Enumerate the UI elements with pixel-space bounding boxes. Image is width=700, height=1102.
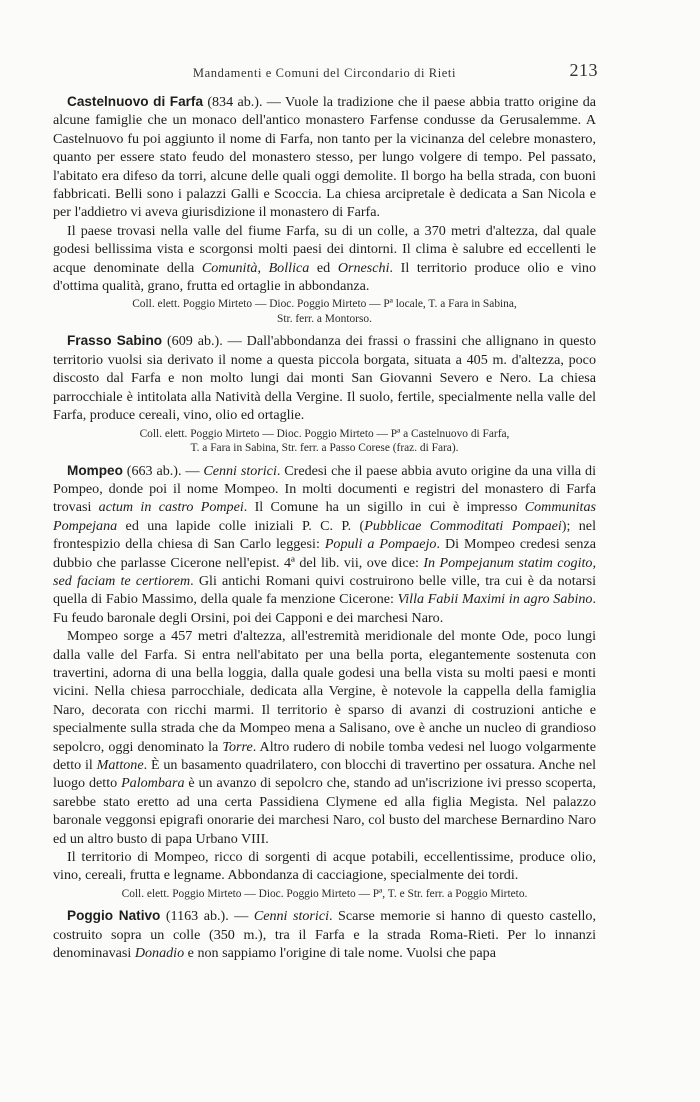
body-text: . Il territorio produce olio e vino d'ottima qualità, grano, frutta ed ortaglie in abbondanza.	[53, 259, 597, 295]
note-line: Coll. elett. Poggio Mirteto — Dioc. Poggio Mirteto — Pª locale, T. a Fara in Sabina,	[132, 298, 517, 311]
body-text: ); nel frontespizio della chiesa di San Carlo leggesi:	[53, 517, 596, 553]
entry-paragraph-continued	[53, 848, 596, 885]
body-text: (1163 ab.). —	[160, 908, 254, 925]
body-text: (663 ab.). —	[122, 462, 204, 479]
running-title: Mandamenti e Comuni del Circondario di Rieti	[192, 66, 457, 80]
italic-text: Bollica	[268, 259, 310, 276]
body-text: ed una lapide colle iniziali P. C. P. (	[117, 517, 365, 534]
running-head	[53, 60, 596, 82]
body-text: . Altro rudero di nobile tomba vedesi nel luogo volgarmente detto il	[53, 738, 596, 773]
entry-paragraph-continued	[53, 627, 596, 848]
italic-text: Torre	[222, 738, 253, 755]
italic-text: Populi a Pompaejo	[324, 536, 437, 553]
entry-paragraph	[53, 462, 596, 628]
entry-name: Castelnuovo di Farfa	[67, 94, 204, 109]
body-text: e non sappiamo l'origine di tale nome. Vuolsi che papa	[184, 945, 496, 962]
body-text: . Credesi che il paese abbia avuto origine da una villa di Pompeo, donde poi il nome Mompeo. In molti documenti e registri del monastero di Farfa trovasi	[53, 462, 596, 516]
body-text: . Fu feudo baronale degli Orsini, poi dei Capponi e dei marchesi Naro.	[53, 591, 596, 626]
body-text: è un avanzo di sepolcro che, stando ad un'iscrizione ivi presso scoperta, sarebbe stato eretto ad una certa Passidiena Clymene ed alla figlia Megista. Nel palazzo baronale veggonsi epigrafi onorarie dei marchesi Naro, col busto del marchese Bernardino Naro ed un altro busto di papa Urbano VIII.	[53, 775, 596, 847]
note-line: Str. ferr. a Montorso.	[277, 312, 372, 325]
book-page	[53, 60, 596, 963]
body-text: Il territorio di Mompeo, ricco di sorgenti di acque potabili, eccellentissime, produce olio, vino, cereali, frutta e legname. Abbondanza di cacciagione, specialmente dei tordi.	[53, 849, 596, 884]
entry-paragraph-continued	[53, 222, 596, 296]
entry-paragraph	[53, 93, 596, 222]
note-line: T. a Fara in Sabina, Str. ferr. a Passo Corese (fraz. di Fara).	[190, 442, 459, 454]
italic-text: Cenni storici	[253, 908, 329, 925]
body-text: . Di Mompeo credesi senza dubbio che parlasse Cicerone nell'epist. 4ª del lib. vii, ove dice:	[53, 536, 596, 571]
body-text: . Scarse memorie si hanno di questo castello, costruito sopra un colle (350 m.), tra il Farfa e la strada Roma-Rieti. Per lo innanzi denominavasi	[53, 908, 596, 962]
electoral-note	[53, 297, 596, 326]
body-text: . È un basamento quadrilatero, con blocchi di travertino per ossatura. Anche nel luogo detto	[53, 757, 596, 792]
electoral-note	[53, 427, 596, 456]
italic-text: Pubblicae Commoditati Pompaei	[364, 517, 562, 534]
body-text: ,	[257, 259, 269, 276]
note-line: Coll. elett. Poggio Mirteto — Dioc. Poggio Mirteto — Pª, T. e Str. ferr. a Poggio Mirteto.	[121, 887, 528, 900]
entry-name: Poggio Nativo	[67, 908, 161, 924]
italic-text: Palombara	[121, 775, 185, 792]
entry-name: Frasso Sabino	[67, 333, 163, 349]
body-text: Mompeo sorge a 457 metri d'altezza, all'estremità meridionale del monte Ode, poco lungi dalla valle del Farfa. Si entra nell'abitato per una bella porta, elegantemente sostenuta con travertini, adorna di una bella loggia, dalla quale godesi una bella vista su molti paesi e monti vicini. Nella chiesa parrocchiale, dedicata alla Vergine, è notevole la cappella della famiglia Naro, decorata con ricchi marmi. Il territorio è sparso di avanzi di costruzioni antiche e specialmente sulla strada che da Mompeo mena a Salisano, ove è anche un nucleo di grandioso sepolcro, oggi denominato la	[53, 628, 596, 755]
body-text: ed	[309, 259, 338, 276]
electoral-note	[53, 887, 596, 902]
italic-text: Communitas Pompejana	[53, 499, 596, 534]
italic-text: Comunità	[201, 259, 258, 276]
entry-paragraph	[53, 907, 596, 962]
italic-text: Cenni storici	[203, 462, 277, 479]
body-text: Il paese trovasi nella valle del fiume Farfa, su di un colle, a 370 metri d'altezza, dal quale godesi bellissima vista e scorgonsi molti paesi dei dintorni. Il clima è salubre ed eccellenti le acque denominate della	[53, 222, 596, 276]
italic-text: Mattone	[96, 757, 144, 773]
italic-text: In Pompejanum statim cogito, sed faciam te certiorem	[53, 554, 596, 589]
entry-paragraph	[53, 332, 596, 424]
italic-text: actum in castro Pompei	[98, 499, 244, 516]
note-line: Coll. elett. Poggio Mirteto — Dioc. Poggio Mirteto — Pª a Castelnuovo di Farfa,	[139, 427, 510, 440]
italic-text: Donadio	[134, 945, 185, 962]
body-text: . Gli antichi Romani quivi costruirono belle ville, tra cui è da notarsi quella di Fabio Massimo, della quale fa menzione Cicerone:	[53, 572, 596, 608]
body-text: (609 ab.). — Dall'abbondanza dei frassi o frassini che allignano in questo territorio vuolsi sia derivato il nome a questa piccola borgata, situata a 405 m. d'altezza, poco discosto dal Farfa e non molto lungi dai monti San Giovanni Severo e Nero. La chiesa parrocchiale è intitolata alla Natività della Vergine. Il suolo, fertile, specialmente nella valle del Farfa, produce cereali, vino, olio ed ortaglie.	[53, 333, 597, 424]
page-number: 213	[569, 60, 598, 80]
body-text: (834 ab.). — Vuole la tradizione che il paese abbia tratto origine da alcune famiglie che un monaco dell'antico monastero Farfense condusse da Gerusalemme. A Castelnuovo fu poi aggiunto il nome di Farfa, non tanto per la vicinanza del celebre monastero, quanto per essere stato feudo del monastero stesso, per lungo volgere di tempo. Pel passato, l'abitato era difeso da torri, alcune delle quali oggi demolite. Il borgo ha bella strada, con buoni fabbricati. Belli sono i palazzi Galli e Scoccia. La chiesa arcipretale è dedicata a San Nicola e per l'addietro vi aveva giurisdizione il monastero di Farfa.	[53, 94, 596, 221]
entry-name: Mompeo	[67, 462, 123, 478]
italic-text: Villa Fabii Maximi in agro Sabino	[397, 591, 593, 608]
page-body	[53, 93, 596, 963]
italic-text: Orneschi	[337, 259, 390, 276]
body-text: . Il Comune ha un sigillo in cui è impresso	[243, 499, 525, 516]
